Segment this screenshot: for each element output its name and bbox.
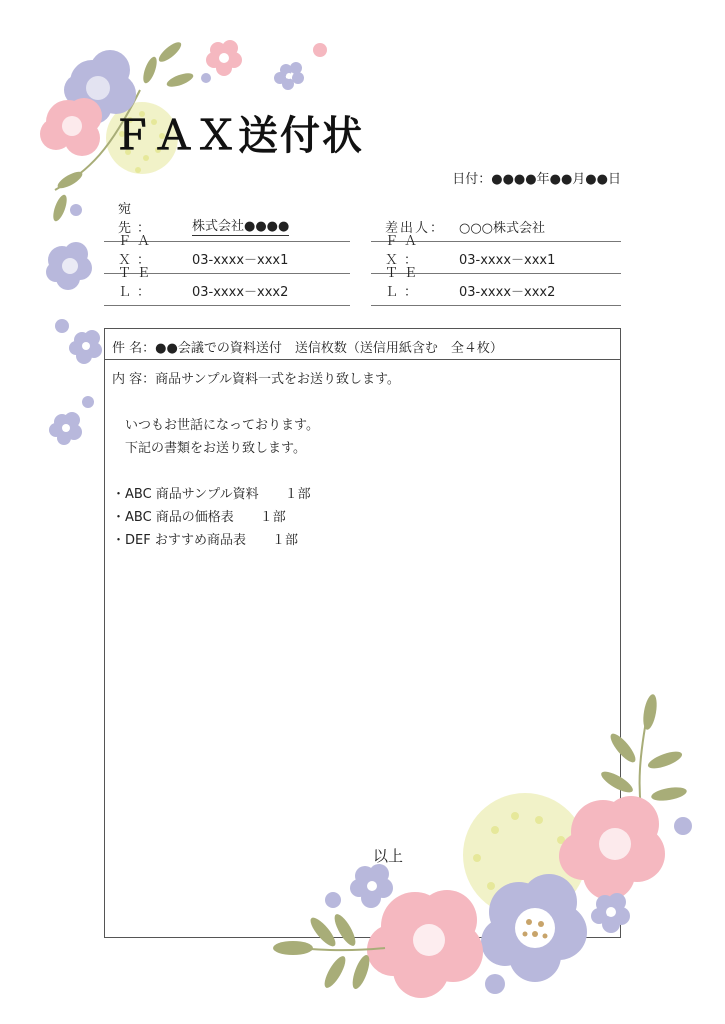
recipient-fax-value: 03-xxxx－xxx1 — [192, 253, 289, 268]
recipient-tel-label: ＴＥＬ： — [118, 266, 157, 300]
sender-name-value: ○○○株式会社 — [459, 221, 546, 236]
content-line — [112, 391, 620, 414]
content-line: 下記の書類をお送り致します。 — [112, 441, 306, 456]
sender-tel-label: ＴＥＬ： — [385, 266, 424, 300]
recipient-tel-row — [104, 266, 350, 306]
content-line: ・ABC 商品の価格表 １部 — [112, 510, 286, 525]
subject-line: 件 名：●●会議での資料送付 送信枚数（送信用紙含む 全４枚） — [105, 329, 620, 360]
floral-decoration-bottom-right — [265, 690, 705, 1010]
closing-text: 以上 — [373, 847, 404, 865]
content-line: ・DEF おすすめ商品表 １部 — [112, 533, 298, 548]
recipient-tel-value: 03-xxxx－xxx2 — [192, 285, 289, 300]
sender-tel-row — [371, 266, 621, 306]
sender-name-label: 差出人： — [385, 221, 446, 236]
sender-fax-label: ＦＡＸ： — [385, 234, 424, 268]
recipient-fax-label: ＦＡＸ： — [118, 234, 157, 268]
recipient-name-value: 株式会社●●●● — [192, 215, 289, 236]
floral-decoration-left — [40, 236, 110, 446]
content-line: いつもお世話になっております。 — [112, 418, 319, 433]
content-area — [105, 360, 620, 552]
sender-fax-value: 03-xxxx－xxx1 — [459, 253, 556, 268]
date-line: 日付：●●●●年●●月●●日 — [452, 172, 621, 187]
content-line: 内 容：商品サンプル資料一式をお送り致します。 — [112, 372, 400, 387]
content-line — [112, 460, 620, 483]
content-line: ・ABC 商品サンプル資料 １部 — [112, 487, 311, 502]
document-title: ＦＡＸ送付状 — [112, 113, 364, 159]
recipient-name-label: 宛 先： — [118, 202, 157, 236]
sender-tel-value: 03-xxxx－xxx2 — [459, 285, 556, 300]
